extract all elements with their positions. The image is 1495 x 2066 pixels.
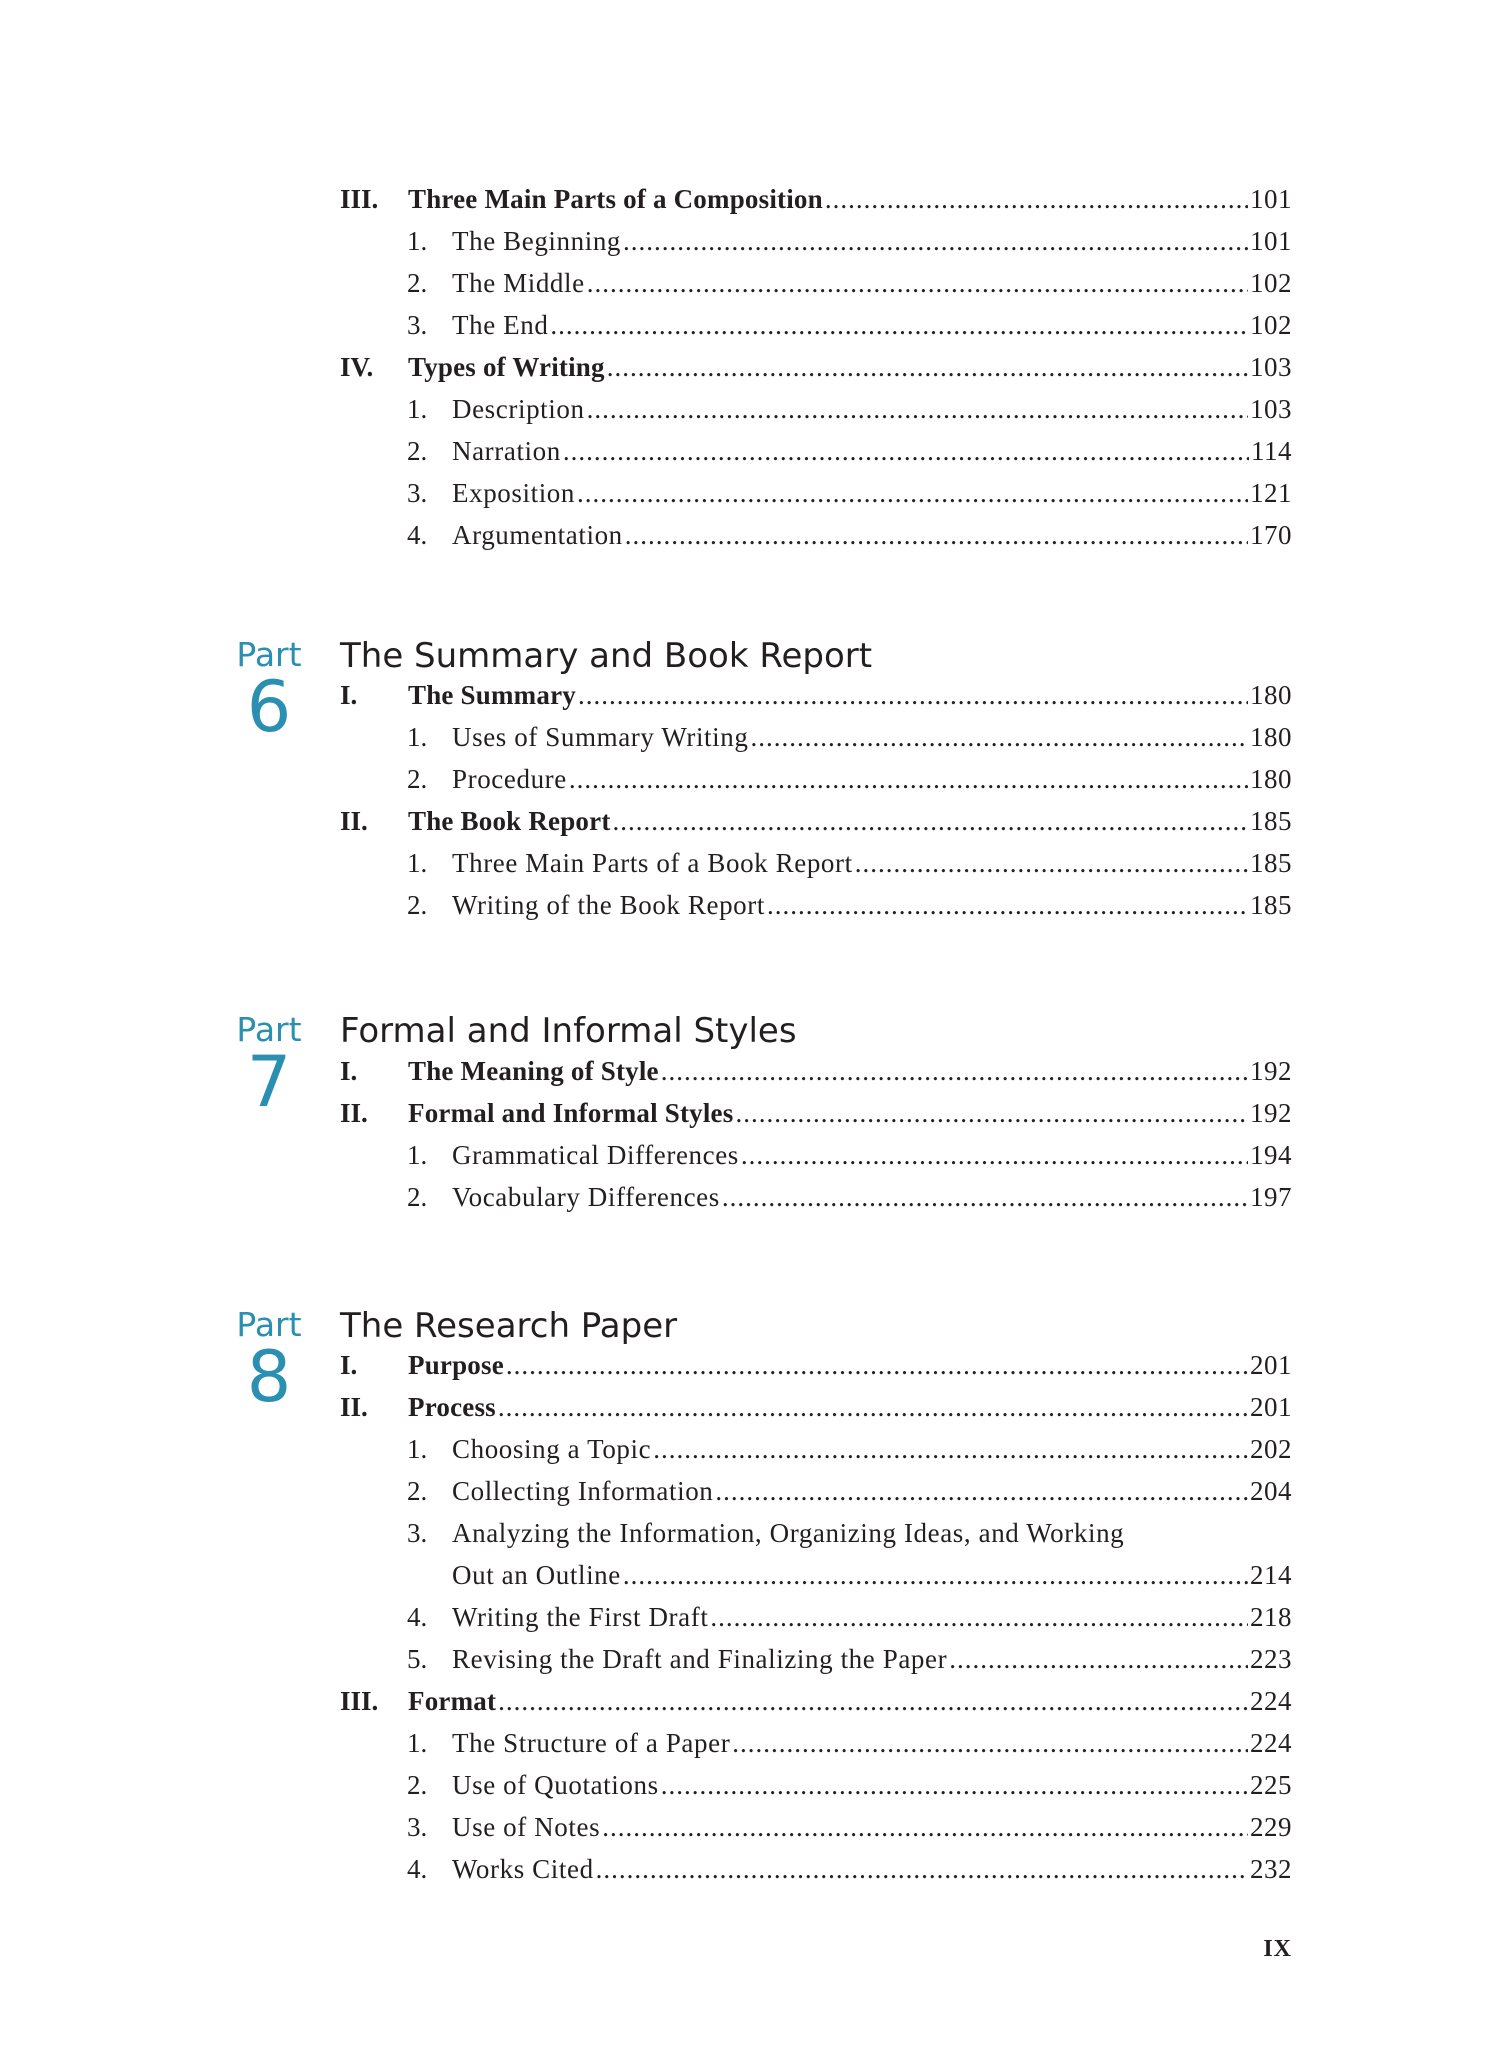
entry-page: 102 <box>1250 268 1292 298</box>
dot-leader <box>577 476 1248 510</box>
entry-label: The Book Report <box>408 806 611 836</box>
entry-label: Vocabulary Differences <box>452 1182 720 1212</box>
entry-page: 214 <box>1250 1560 1292 1590</box>
entry-page: 218 <box>1250 1602 1292 1632</box>
toc-section-part-7 <box>340 1046 1292 1214</box>
entry-label: The End <box>452 310 549 340</box>
entry-page: 232 <box>1250 1854 1292 1884</box>
toc-entry[interactable] <box>340 258 1292 300</box>
entry-number: 2. <box>407 436 428 466</box>
entry-number: 4. <box>407 520 428 550</box>
toc-entry[interactable] <box>340 796 1292 838</box>
dot-leader <box>710 1600 1248 1634</box>
toc-entry[interactable] <box>340 1718 1292 1760</box>
part-title[interactable]: The Research Paper <box>340 1306 678 1346</box>
entry-label: Uses of Summary Writing <box>452 722 749 752</box>
toc-entry[interactable] <box>340 1802 1292 1844</box>
dot-leader <box>741 1138 1248 1172</box>
toc-entry[interactable] <box>340 1046 1292 1088</box>
entry-page: 192 <box>1250 1098 1292 1128</box>
entry-number: II. <box>340 806 368 836</box>
dot-leader <box>550 308 1248 342</box>
part-number: 6 <box>246 666 292 748</box>
entry-number: 2. <box>407 1182 428 1212</box>
entry-number: 1. <box>407 1140 428 1170</box>
entry-label: Grammatical Differences <box>452 1140 739 1170</box>
entry-label: The Meaning of Style <box>408 1056 659 1086</box>
entry-page: 197 <box>1250 1182 1292 1212</box>
dot-leader <box>653 1432 1248 1466</box>
entry-number: 2. <box>407 890 428 920</box>
entry-number: 1. <box>407 722 428 752</box>
dot-leader <box>587 266 1248 300</box>
entry-number: I. <box>340 1056 358 1086</box>
part-marker <box>214 635 324 748</box>
dot-leader <box>607 350 1248 384</box>
entry-page: 201 <box>1250 1350 1292 1380</box>
toc-entry[interactable] <box>340 712 1292 754</box>
entry-page: 224 <box>1250 1728 1292 1758</box>
toc-entry[interactable] <box>340 754 1292 796</box>
entry-label: Formal and Informal Styles <box>408 1098 734 1128</box>
toc-entry[interactable] <box>340 342 1292 384</box>
dot-leader <box>498 1684 1248 1718</box>
dot-leader <box>613 804 1248 838</box>
entry-page: 223 <box>1250 1644 1292 1674</box>
dot-leader <box>578 678 1248 712</box>
toc-entry[interactable] <box>340 1172 1292 1214</box>
dot-leader <box>750 720 1248 754</box>
dot-leader <box>587 392 1248 426</box>
entry-page: 103 <box>1250 394 1292 424</box>
entry-page: 225 <box>1250 1770 1292 1800</box>
part-title[interactable]: Formal and Informal Styles <box>340 1011 797 1051</box>
entry-number: 3. <box>407 478 428 508</box>
toc-entry[interactable] <box>340 1130 1292 1172</box>
entry-page: 204 <box>1250 1476 1292 1506</box>
entry-page: 180 <box>1250 764 1292 794</box>
entry-page: 180 <box>1250 722 1292 752</box>
entry-number: 1. <box>407 226 428 256</box>
entry-page: 102 <box>1250 310 1292 340</box>
entry-label: Procedure <box>452 764 567 794</box>
toc-entry[interactable] <box>340 880 1292 922</box>
toc-entry[interactable] <box>340 468 1292 510</box>
entry-number: 4. <box>407 1602 428 1632</box>
dot-leader <box>732 1726 1248 1760</box>
entry-number: 2. <box>407 268 428 298</box>
page-folio: IX <box>1263 1936 1292 1962</box>
entry-page: 101 <box>1250 184 1292 214</box>
entry-page: 224 <box>1250 1686 1292 1716</box>
entry-page: 202 <box>1250 1434 1292 1464</box>
entry-label: Description <box>452 394 585 424</box>
dot-leader <box>661 1768 1248 1802</box>
toc-entry[interactable] <box>340 1676 1292 1718</box>
entry-label: Use of Quotations <box>452 1770 659 1800</box>
part-number: 8 <box>246 1336 292 1418</box>
entry-label: Argumentation <box>452 520 623 550</box>
toc-entry[interactable] <box>340 1424 1292 1466</box>
toc-entry[interactable] <box>340 1340 1292 1382</box>
entry-page: 194 <box>1250 1140 1292 1170</box>
entry-number: I. <box>340 680 358 710</box>
entry-number: 2. <box>407 764 428 794</box>
toc-entry[interactable] <box>340 1382 1292 1424</box>
entry-number: I. <box>340 1350 358 1380</box>
part-number: 7 <box>246 1041 292 1123</box>
toc-entry-first-line[interactable] <box>340 1508 1292 1550</box>
entry-page: 170 <box>1250 520 1292 550</box>
toc-entry[interactable] <box>340 174 1292 216</box>
entry-label: The Beginning <box>452 226 622 256</box>
entry-page: 185 <box>1250 806 1292 836</box>
entry-number: II. <box>340 1392 368 1422</box>
toc-section-part-8 <box>340 1340 1292 1886</box>
entry-page: 185 <box>1250 848 1292 878</box>
entry-label: Process <box>408 1392 496 1422</box>
entry-label: The Structure of a Paper <box>452 1728 731 1758</box>
entry-number: IV. <box>340 352 374 382</box>
toc-entry[interactable] <box>340 1592 1292 1634</box>
entry-page: 180 <box>1250 680 1292 710</box>
entry-label: Purpose <box>408 1350 504 1380</box>
dot-leader <box>563 434 1249 468</box>
dot-leader <box>596 1852 1248 1886</box>
entry-label: Three Main Parts of a Composition <box>408 184 823 214</box>
entry-label: Exposition <box>452 478 576 508</box>
entry-number: 1. <box>407 1434 428 1464</box>
toc-entry[interactable] <box>340 216 1292 258</box>
dot-leader <box>735 1096 1248 1130</box>
entry-page: 201 <box>1250 1392 1292 1422</box>
toc-section-continued <box>340 174 1292 552</box>
entry-number: 2. <box>407 1770 428 1800</box>
entry-label: Use of Notes <box>452 1812 601 1842</box>
entry-number: 1. <box>407 848 428 878</box>
toc-entry[interactable] <box>340 1466 1292 1508</box>
dot-leader <box>498 1390 1248 1424</box>
toc-entry[interactable] <box>340 510 1292 552</box>
toc-entry[interactable] <box>340 300 1292 342</box>
dot-leader <box>625 518 1248 552</box>
entry-label: Choosing a Topic <box>452 1434 652 1464</box>
toc-entry[interactable] <box>340 426 1292 468</box>
entry-label: Format <box>408 1686 497 1716</box>
entry-label: Revising the Draft and Finalizing the Paper <box>452 1644 948 1674</box>
entry-number: 2. <box>407 1476 428 1506</box>
entry-label-continued: Out an Outline <box>452 1560 621 1590</box>
part-marker <box>214 1010 324 1123</box>
entry-number: III. <box>340 1686 379 1716</box>
part-word: Part <box>236 635 302 674</box>
toc-entry[interactable] <box>340 1088 1292 1130</box>
part-word: Part <box>236 1010 302 1049</box>
entry-label: The Middle <box>452 268 585 298</box>
part-title[interactable]: The Summary and Book Report <box>340 636 873 676</box>
toc-section-part-6 <box>340 670 1292 922</box>
entry-label: Three Main Parts of a Book Report <box>452 848 853 878</box>
entry-page: 229 <box>1250 1812 1292 1842</box>
entry-number: 3. <box>407 310 428 340</box>
entry-page: 192 <box>1250 1056 1292 1086</box>
entry-label: Narration <box>452 436 561 466</box>
entry-page: 103 <box>1250 352 1292 382</box>
dot-leader <box>602 1810 1248 1844</box>
dot-leader <box>623 1558 1248 1592</box>
dot-leader <box>949 1642 1248 1676</box>
toc-entry[interactable] <box>340 1634 1292 1676</box>
dot-leader <box>623 224 1248 258</box>
dot-leader <box>855 846 1248 880</box>
toc-entry-continuation[interactable] <box>340 1550 1292 1592</box>
dot-leader <box>661 1054 1248 1088</box>
entry-number: III. <box>340 184 379 214</box>
entry-page: 185 <box>1250 890 1292 920</box>
entry-page: 121 <box>1250 478 1292 508</box>
entry-number: 3. <box>407 1518 428 1548</box>
part-word: Part <box>236 1305 302 1344</box>
entry-number: 1. <box>407 394 428 424</box>
toc-entry[interactable] <box>340 1844 1292 1886</box>
entry-label: Works Cited <box>452 1854 594 1884</box>
entry-number: 4. <box>407 1854 428 1884</box>
entry-page: 101 <box>1250 226 1292 256</box>
dot-leader <box>767 888 1248 922</box>
entry-number: 3. <box>407 1812 428 1842</box>
entry-label: Writing of the Book Report <box>452 890 765 920</box>
entry-label: Collecting Information <box>452 1476 714 1506</box>
entry-number: II. <box>340 1098 368 1128</box>
dot-leader <box>825 182 1248 216</box>
entry-number: 1. <box>407 1728 428 1758</box>
toc-entry[interactable] <box>340 1760 1292 1802</box>
entry-label: Writing the First Draft <box>452 1602 709 1632</box>
dot-leader <box>506 1348 1248 1382</box>
entry-page: 114 <box>1251 436 1292 466</box>
toc-entry[interactable] <box>340 838 1292 880</box>
entry-label: Types of Writing <box>408 352 605 382</box>
entry-label: The Summary <box>408 680 576 710</box>
toc-entry[interactable] <box>340 384 1292 426</box>
entry-number: 5. <box>407 1644 428 1674</box>
dot-leader <box>722 1180 1248 1214</box>
entry-label: Analyzing the Information, Organizing Ideas, and Working <box>452 1518 1125 1548</box>
dot-leader <box>569 762 1248 796</box>
dot-leader <box>715 1474 1248 1508</box>
toc-entry[interactable] <box>340 670 1292 712</box>
part-marker <box>214 1305 324 1418</box>
